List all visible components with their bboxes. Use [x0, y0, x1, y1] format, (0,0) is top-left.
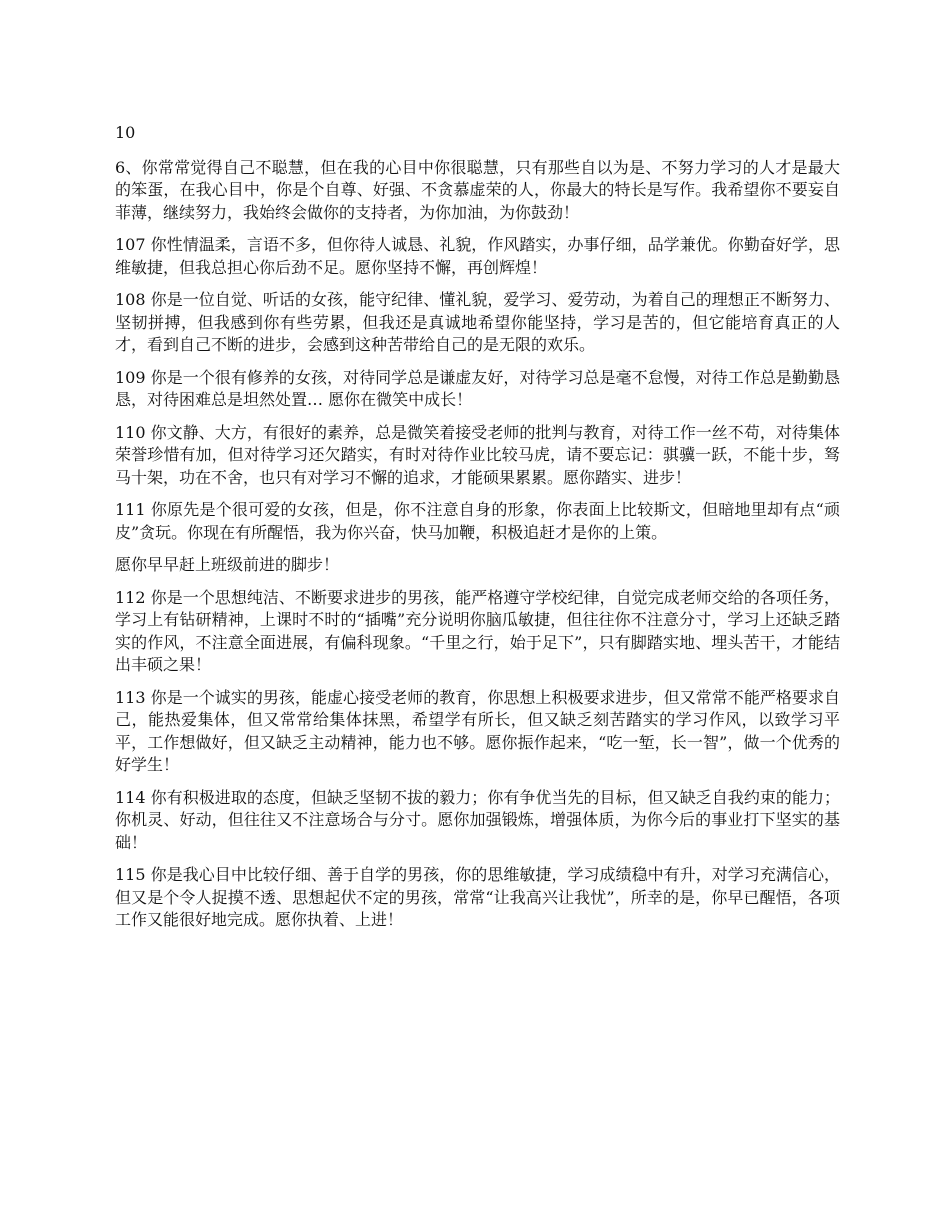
comment-paragraph: 6、你常常觉得自己不聪慧，但在我的心目中你很聪慧，只有那些自以为是、不努力学习的人才是最大的笨蛋，在我心目中，你是个自尊、好强、不贪慕虚荣的人，你最大的特长是写作。我希望你不要妄自菲薄，继续努力，我始终会做你的支持者，为你加油，为你鼓劲！ [115, 157, 840, 222]
comment-paragraph: 111 你原先是个很可爱的女孩，但是，你不注意自身的形象，你表面上比较斯文，但暗地里却有点“顽皮”贪玩。你现在有所醒悟，我为你兴奋，快马加鞭，积极追赶才是你的上策。 [115, 500, 840, 542]
comment-paragraph: 108 你是一位自觉、听话的女孩，能守纪律、懂礼貌，爱学习、爱劳动，为着自己的理想正不断努力、坚韧拼搏，但我感到你有些劳累，但我还是真诚地希望你能坚持，学习是苦的，但它能培育真正的人才，看到自己不断的进步，会感到这种苦带给自己的是无限的欢乐。 [115, 290, 840, 354]
comment-paragraph: 109 你是一个很有修养的女孩，对待同学总是谦虚友好，对待学习总是毫不怠慢，对待工作总是勤勤恳恳，对待困难总是坦然处置… 愿你在微笑中成长！ [115, 367, 840, 409]
comment-paragraph: 107 你性情温柔，言语不多，但你待人诚恳、礼貌，作风踏实，办事仔细，品学兼优。你勤奋好学，思维敏捷，但我总担心你后劲不足。愿你坚持不懈，再创辉煌！ [115, 235, 840, 277]
comment-paragraph: 113 你是一个诚实的男孩，能虚心接受老师的教育，你思想上积极要求进步，但又常常不能严格要求自己，能热爱集体，但又常常给集体抹黑，希望学有所长，但又缺乏刻苦踏实的学习作风，以致学习平平，工作想做好，但又缺乏主动精神，能力也不够。愿你振作起来，“吃一堑，长一智”，做一个优秀的好学生！ [115, 687, 840, 774]
comment-paragraph: 110 你文静、大方，有很好的素养，总是微笑着接受老师的批判与教育，对待工作一丝不苟，对待集体荣誉珍惜有加，但对待学习还欠踏实，有时对待作业比较马虎，请不要忘记：骐骥一跃，不能十步，驽马十架，功在不舍，也只有对学习不懈的追求，才能硕果累累。愿你踏实、进步！ [115, 422, 840, 487]
page-number: 10 [115, 123, 136, 142]
document-page [115, 122, 840, 942]
comment-paragraph: 114 你有积极进取的态度，但缺乏坚韧不拔的毅力；你有争优当先的目标，但又缺乏自我约束的能力；你机灵、好动，但往往又不注意场合与分寸。愿你加强锻炼，增强体质，为你今后的事业打下坚实的基础！ [115, 787, 840, 852]
comment-paragraph: 愿你早早赶上班级前进的脚步！ [115, 555, 340, 574]
comment-paragraph: 115 你是我心目中比较仔细、善于自学的男孩，你的思维敏捷，学习成绩稳中有升，对学习充满信心，但又是个令人捉摸不透、思想起伏不定的男孩，常常“让我高兴让我忧”，所幸的是，你早已醒悟，各项工作又能很好地完成。愿你执着、上进！ [115, 865, 840, 929]
comment-paragraph: 112 你是一个思想纯洁、不断要求进步的男孩，能严格遵守学校纪律，自觉完成老师交给的各项任务，学习上有钻研精神，上课时不时的“插嘴”充分说明你脑瓜敏捷，但往往你不注意分寸，学习上还缺乏踏实的作风，不注意全面进展，有偏科现象。“千里之行，始于足下”，只有脚踏实地、埋头苦干，才能结出丰硕之果！ [115, 587, 840, 674]
